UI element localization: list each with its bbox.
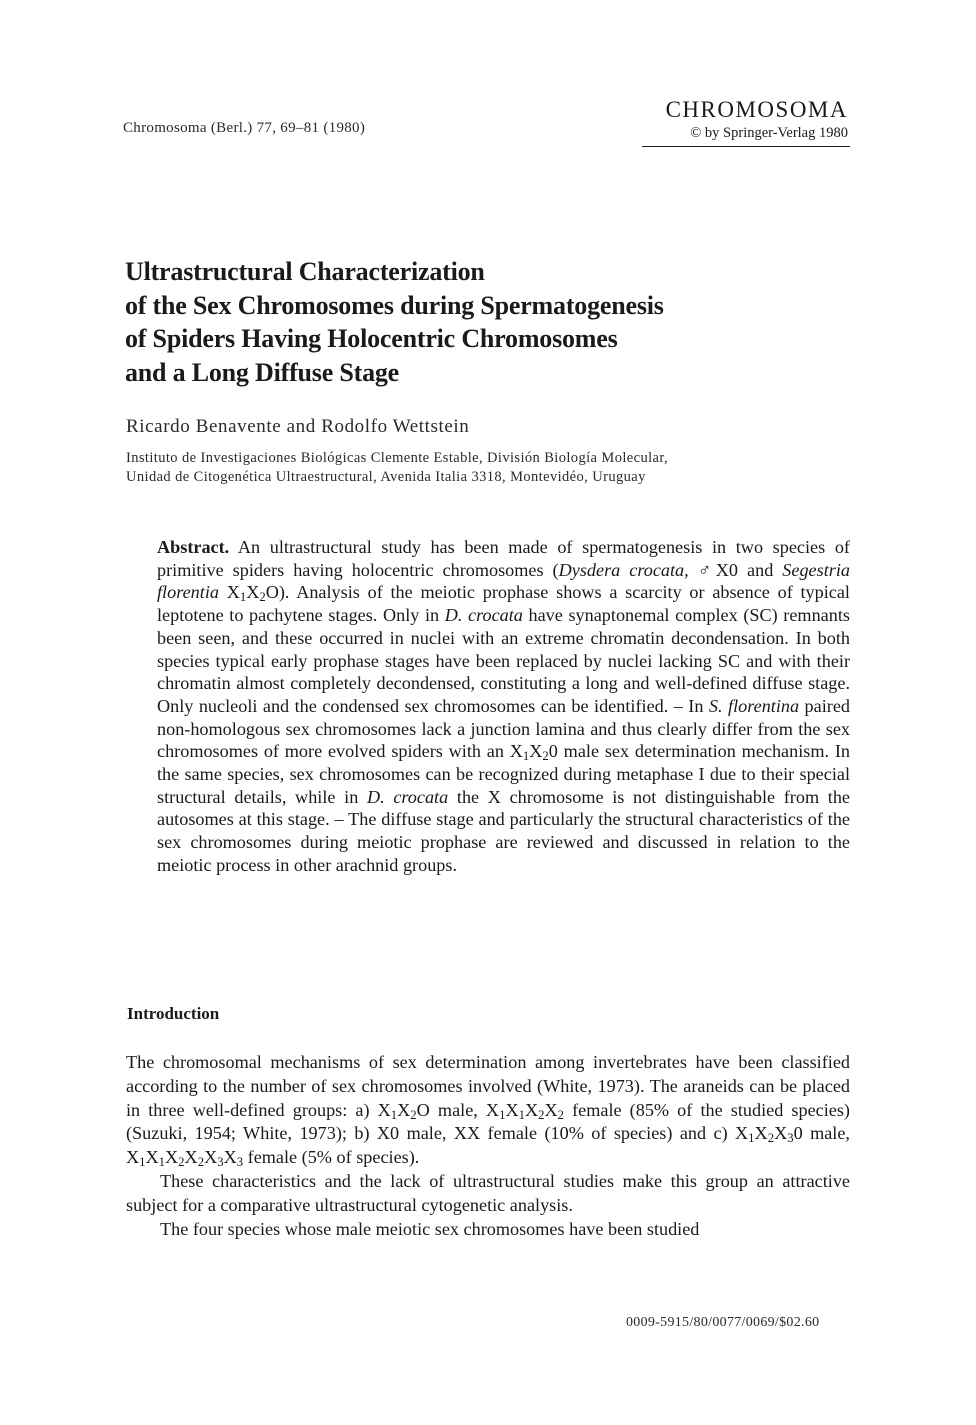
- article-code: 0009-5915/80/0077/0069/$02.60: [626, 1315, 820, 1330]
- text: X: [397, 1099, 411, 1120]
- affiliation-line: Unidad de Citogenética Ultraestructural, Avenida Italia 3318, Montevidéo, Uruguay: [126, 469, 646, 485]
- subscript: 2: [767, 1131, 775, 1146]
- abstract-text: An ultrastructural study has been made of spermatogenesis in two species of primitive spiders having holocentric chromosomes (: [157, 537, 850, 580]
- text: X: [774, 1123, 788, 1144]
- authors: Ricardo Benavente and Rodolfo Wettstein: [126, 416, 470, 437]
- subscript: 2: [557, 1107, 564, 1122]
- abstract-text: the X chromosome is not distinguishable from the autosomes at this stage. – The diffuse stage and particularly the structural characteristics of the sex chromosomes during meiotic prophase are reviewed and discussed in relation to the meiotic process in other arachnid groups.: [157, 786, 850, 875]
- subscript: 1: [522, 749, 530, 764]
- title-line: of Spiders Having Holocentric Chromosomes: [125, 324, 618, 353]
- paragraph: [126, 1051, 850, 1170]
- abstract-text: paired non-homologous sex chromosomes lack a junction lamina and thus clearly differ from the sex chromosomes of more evolved spiders with an X: [157, 695, 850, 762]
- subscript: 1: [158, 1155, 166, 1170]
- species-name: Dysdera crocata,: [558, 559, 689, 580]
- abstract-text: have synaptonemal complex (SC) remnants been seen, and these occurred in nuclei with an extreme chromatin decondensation. In both species typical early prophase stages have been replaced by nuclei lacking SC and with their chromatin almost completely decondensed, constituting a long and well-defined diffuse stage. Only nucleoli and the condensed sex chromosomes can be identified. – In: [157, 605, 850, 716]
- text: X: [145, 1147, 159, 1168]
- text: female (85% of the studied species) (Suzuki, 1954; White, 1973); b) X0 male, XX female (10% of species) and c) X: [126, 1099, 850, 1144]
- species-name: D. crocata: [444, 605, 523, 626]
- subscript: 2: [538, 1107, 545, 1122]
- abstract-text: X: [246, 582, 260, 603]
- abstract-text: X: [529, 741, 543, 762]
- text: O male, X: [416, 1099, 500, 1120]
- subscript: 2: [542, 749, 549, 764]
- subscript: 2: [410, 1107, 417, 1122]
- species-name: Segestria florentia: [157, 559, 850, 603]
- text: X: [754, 1123, 768, 1144]
- title-line: and a Long Diffuse Stage: [125, 357, 400, 387]
- title-line: Ultrastructural Characterization: [125, 257, 485, 286]
- affiliation-line: Instituto de Investigaciones Biológicas Clemente Estable, División Biología Molecular,: [126, 450, 669, 466]
- subscript: 3: [236, 1155, 244, 1170]
- paragraph: The four species whose male meiotic sex chromosomes have been studied: [160, 1218, 700, 1239]
- subscript: 1: [239, 590, 247, 605]
- section-heading-introduction: Introduction: [127, 1004, 220, 1023]
- species-name: D. crocata: [366, 786, 449, 807]
- journal-name: CHROMOSOMA: [665, 97, 848, 122]
- abstract-text: 0 male sex determination mechanism. In the same species, sex chromosomes can be recognized during metaphase I due to their special structural details, while in: [157, 741, 851, 807]
- journal-masthead: [642, 96, 850, 147]
- abstract-text: O). Analysis of the meiotic prophase shows a scarcity or absence of typical leptotene to pachytene stages. Only in: [157, 582, 850, 626]
- species-name: S. florentina: [708, 695, 800, 716]
- text: X: [165, 1147, 179, 1168]
- text: X: [223, 1147, 237, 1168]
- text: X: [544, 1099, 558, 1120]
- introduction-body: [126, 1051, 850, 1241]
- paragraph: These characteristics and the lack of ultrastructural studies make this group an attractive subject for a comparative ultrastructural cytogenetic analysis.: [126, 1170, 850, 1215]
- subscript: 1: [518, 1107, 525, 1122]
- subscript: 2: [259, 590, 266, 605]
- text: The chromosomal mechanisms of sex determination among invertebrates have been classified according to the number of sex chromosomes involved (White, 1973). The araneids can be placed in three well-defined groups: a) X: [126, 1052, 850, 1120]
- text: X: [505, 1099, 519, 1120]
- subscript: 1: [748, 1131, 755, 1146]
- subscript: 2: [197, 1155, 205, 1170]
- copyright-notice: © by Springer-Verlag 1980: [690, 125, 848, 141]
- subscript: 3: [787, 1131, 794, 1146]
- text: X: [524, 1099, 539, 1120]
- abstract-text: X: [218, 582, 240, 603]
- title-line: of the Sex Chromosomes during Spermatogenesis: [125, 290, 664, 320]
- text: 0 male, X: [126, 1123, 850, 1168]
- subscript: 1: [499, 1107, 506, 1122]
- text: X: [184, 1147, 198, 1168]
- subscript: 1: [390, 1107, 398, 1122]
- text: X: [204, 1147, 218, 1168]
- affiliation: [126, 449, 668, 487]
- subscript: 2: [178, 1155, 185, 1170]
- journal-citation: Chromosoma (Berl.) 77, 69–81 (1980): [123, 120, 366, 136]
- abstract: [157, 536, 850, 877]
- text: female (5% of species).: [243, 1147, 420, 1168]
- abstract-label: Abstract.: [157, 537, 230, 557]
- subscript: 1: [139, 1155, 146, 1170]
- abstract-text: ♂X0 and: [688, 559, 783, 580]
- article-title: [125, 255, 825, 389]
- subscript: 3: [217, 1155, 224, 1170]
